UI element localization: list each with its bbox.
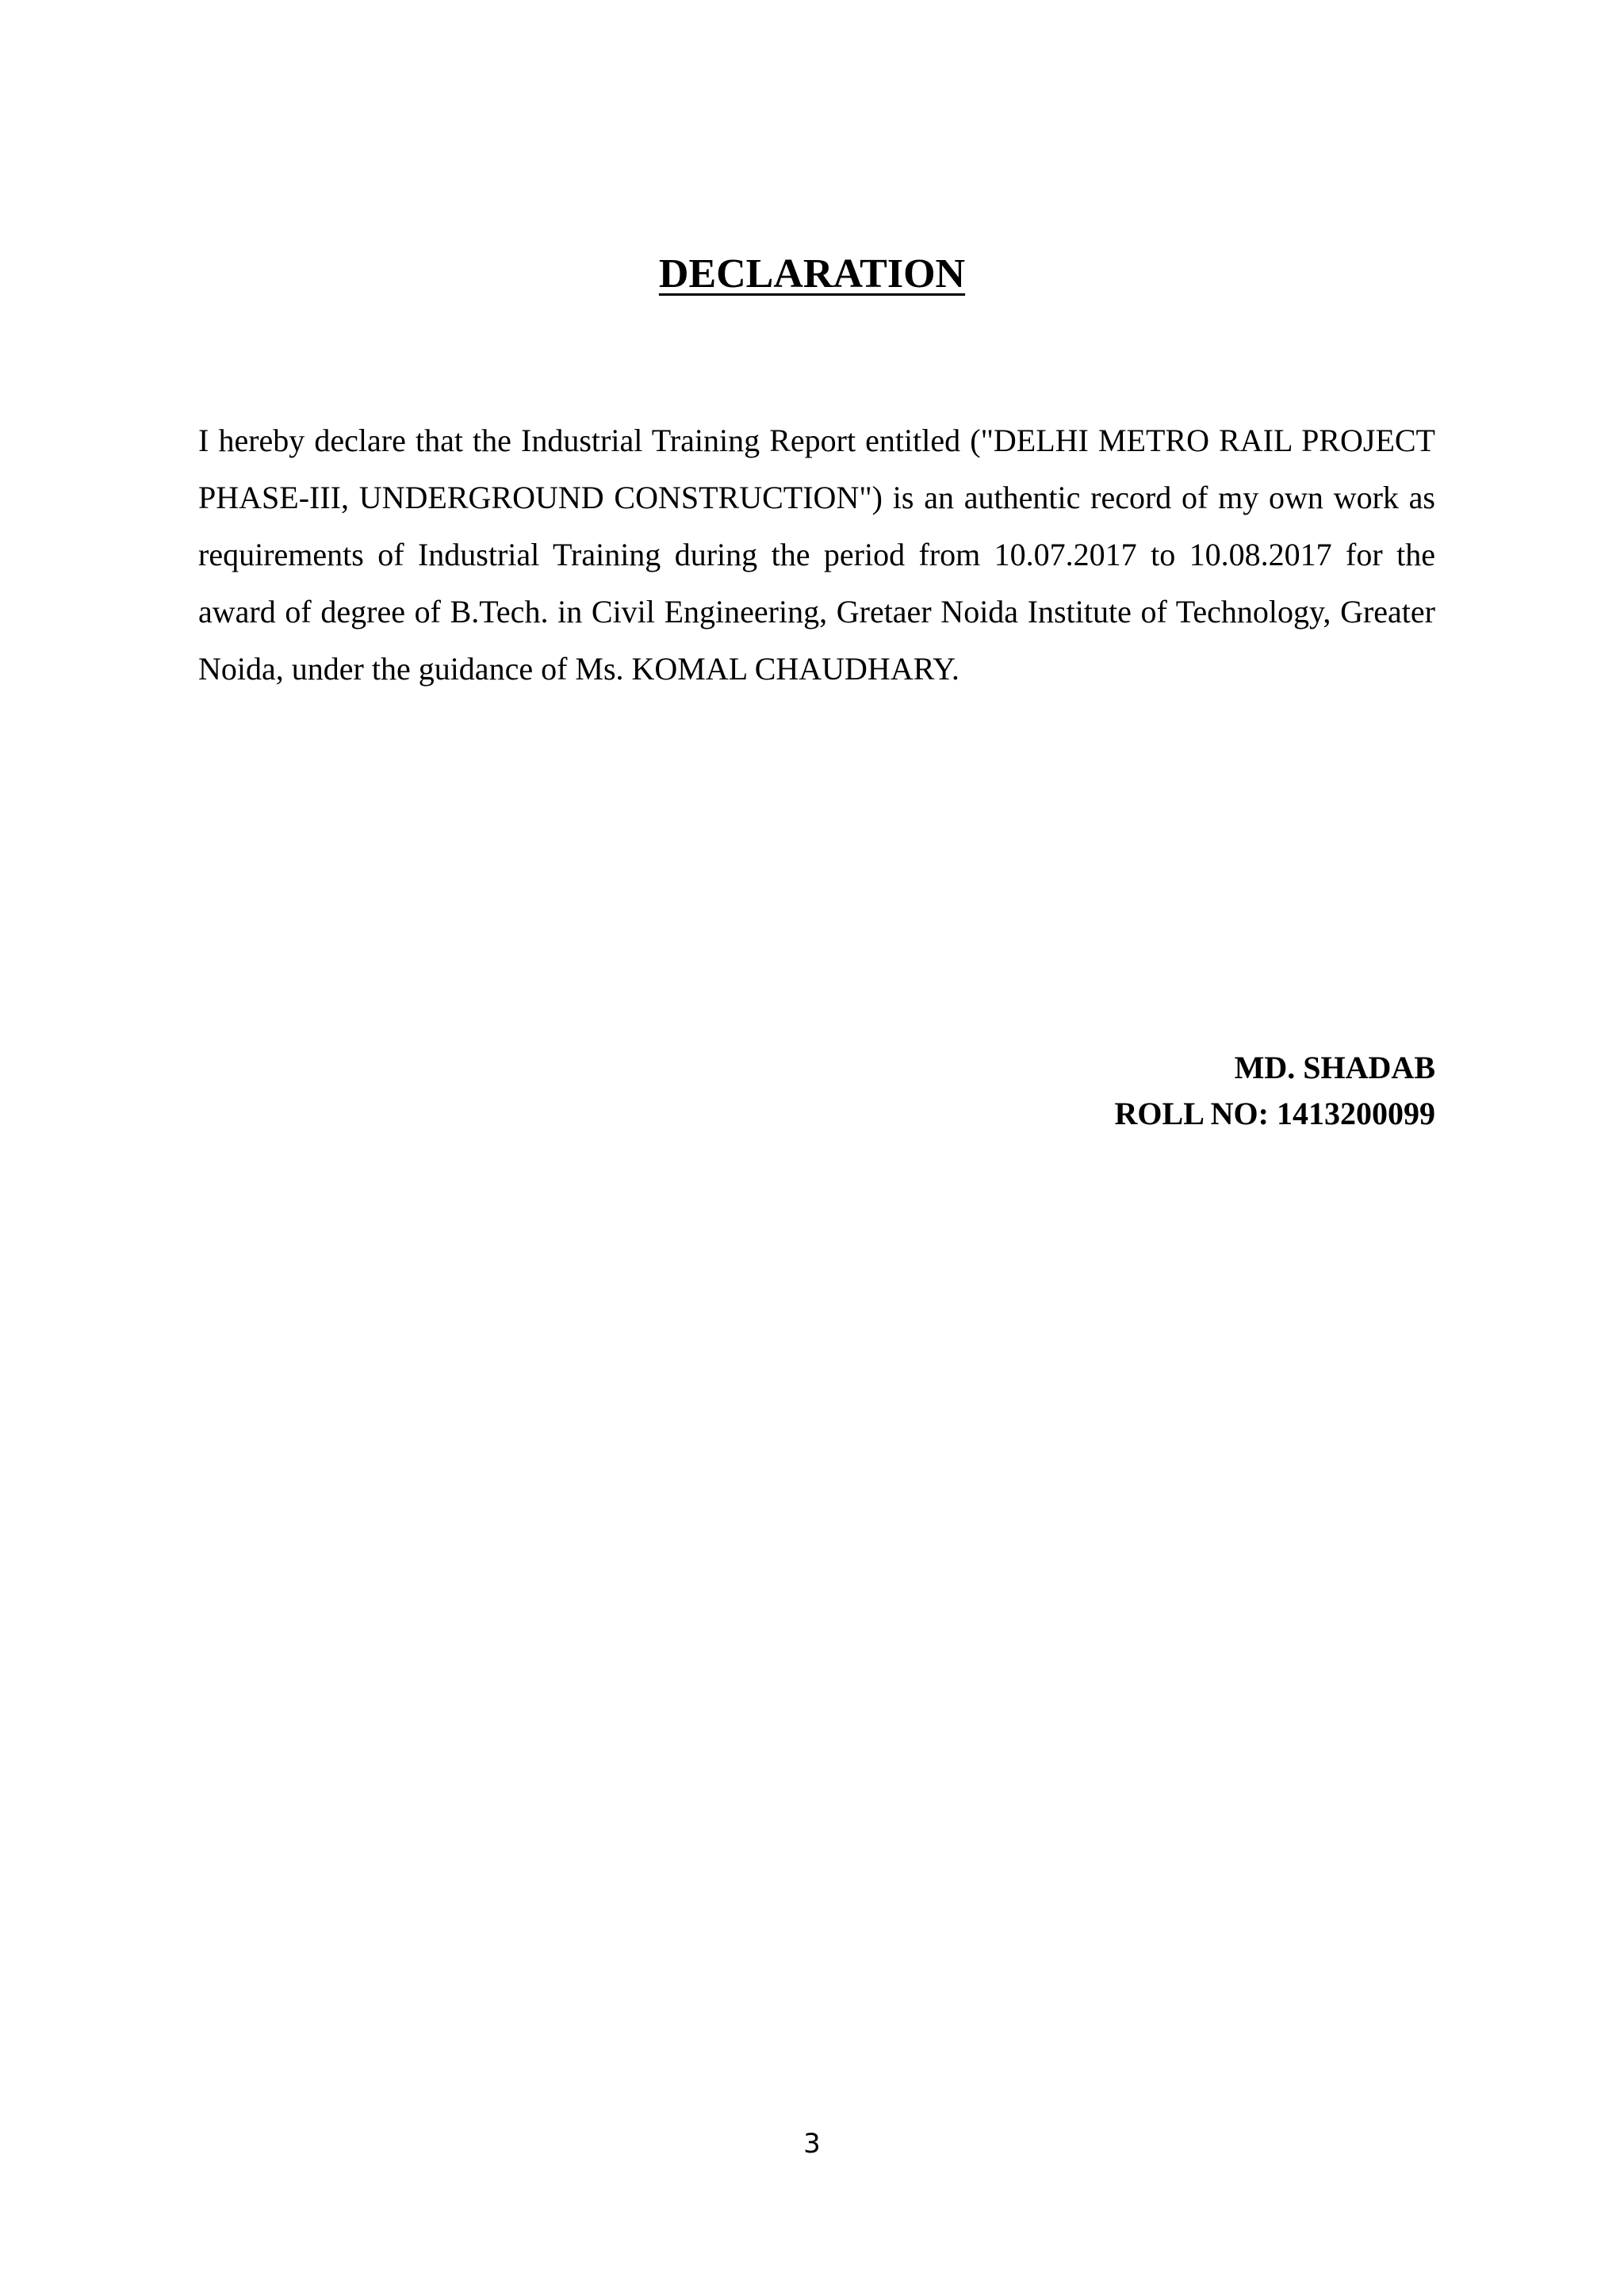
declaration-paragraph: I hereby declare that the Industrial Training Report entitled ("DELHI METRO RAIL PROJECT PHASE-III, UNDERGROUND CONSTRUCTION") is an authentic record of my own work as requirements of Industrial Training during the period from 10.07.2017 to 10.08.2017 for the award of degree of B.Tech. in Civil Engineering, Gretaer Noida Institute of Technology, Greater Noida, under the guidance of Ms. KOMAL CHAUDHARY.: [198, 423, 1435, 687]
signature-block: [1115, 1045, 1435, 1137]
declaration-heading: DECLARATION: [658, 251, 966, 297]
student-name: MD. SHADAB: [1234, 1050, 1435, 1085]
page-number: 3: [803, 2128, 821, 2160]
roll-number: ROLL NO: 1413200099: [1114, 1096, 1435, 1131]
